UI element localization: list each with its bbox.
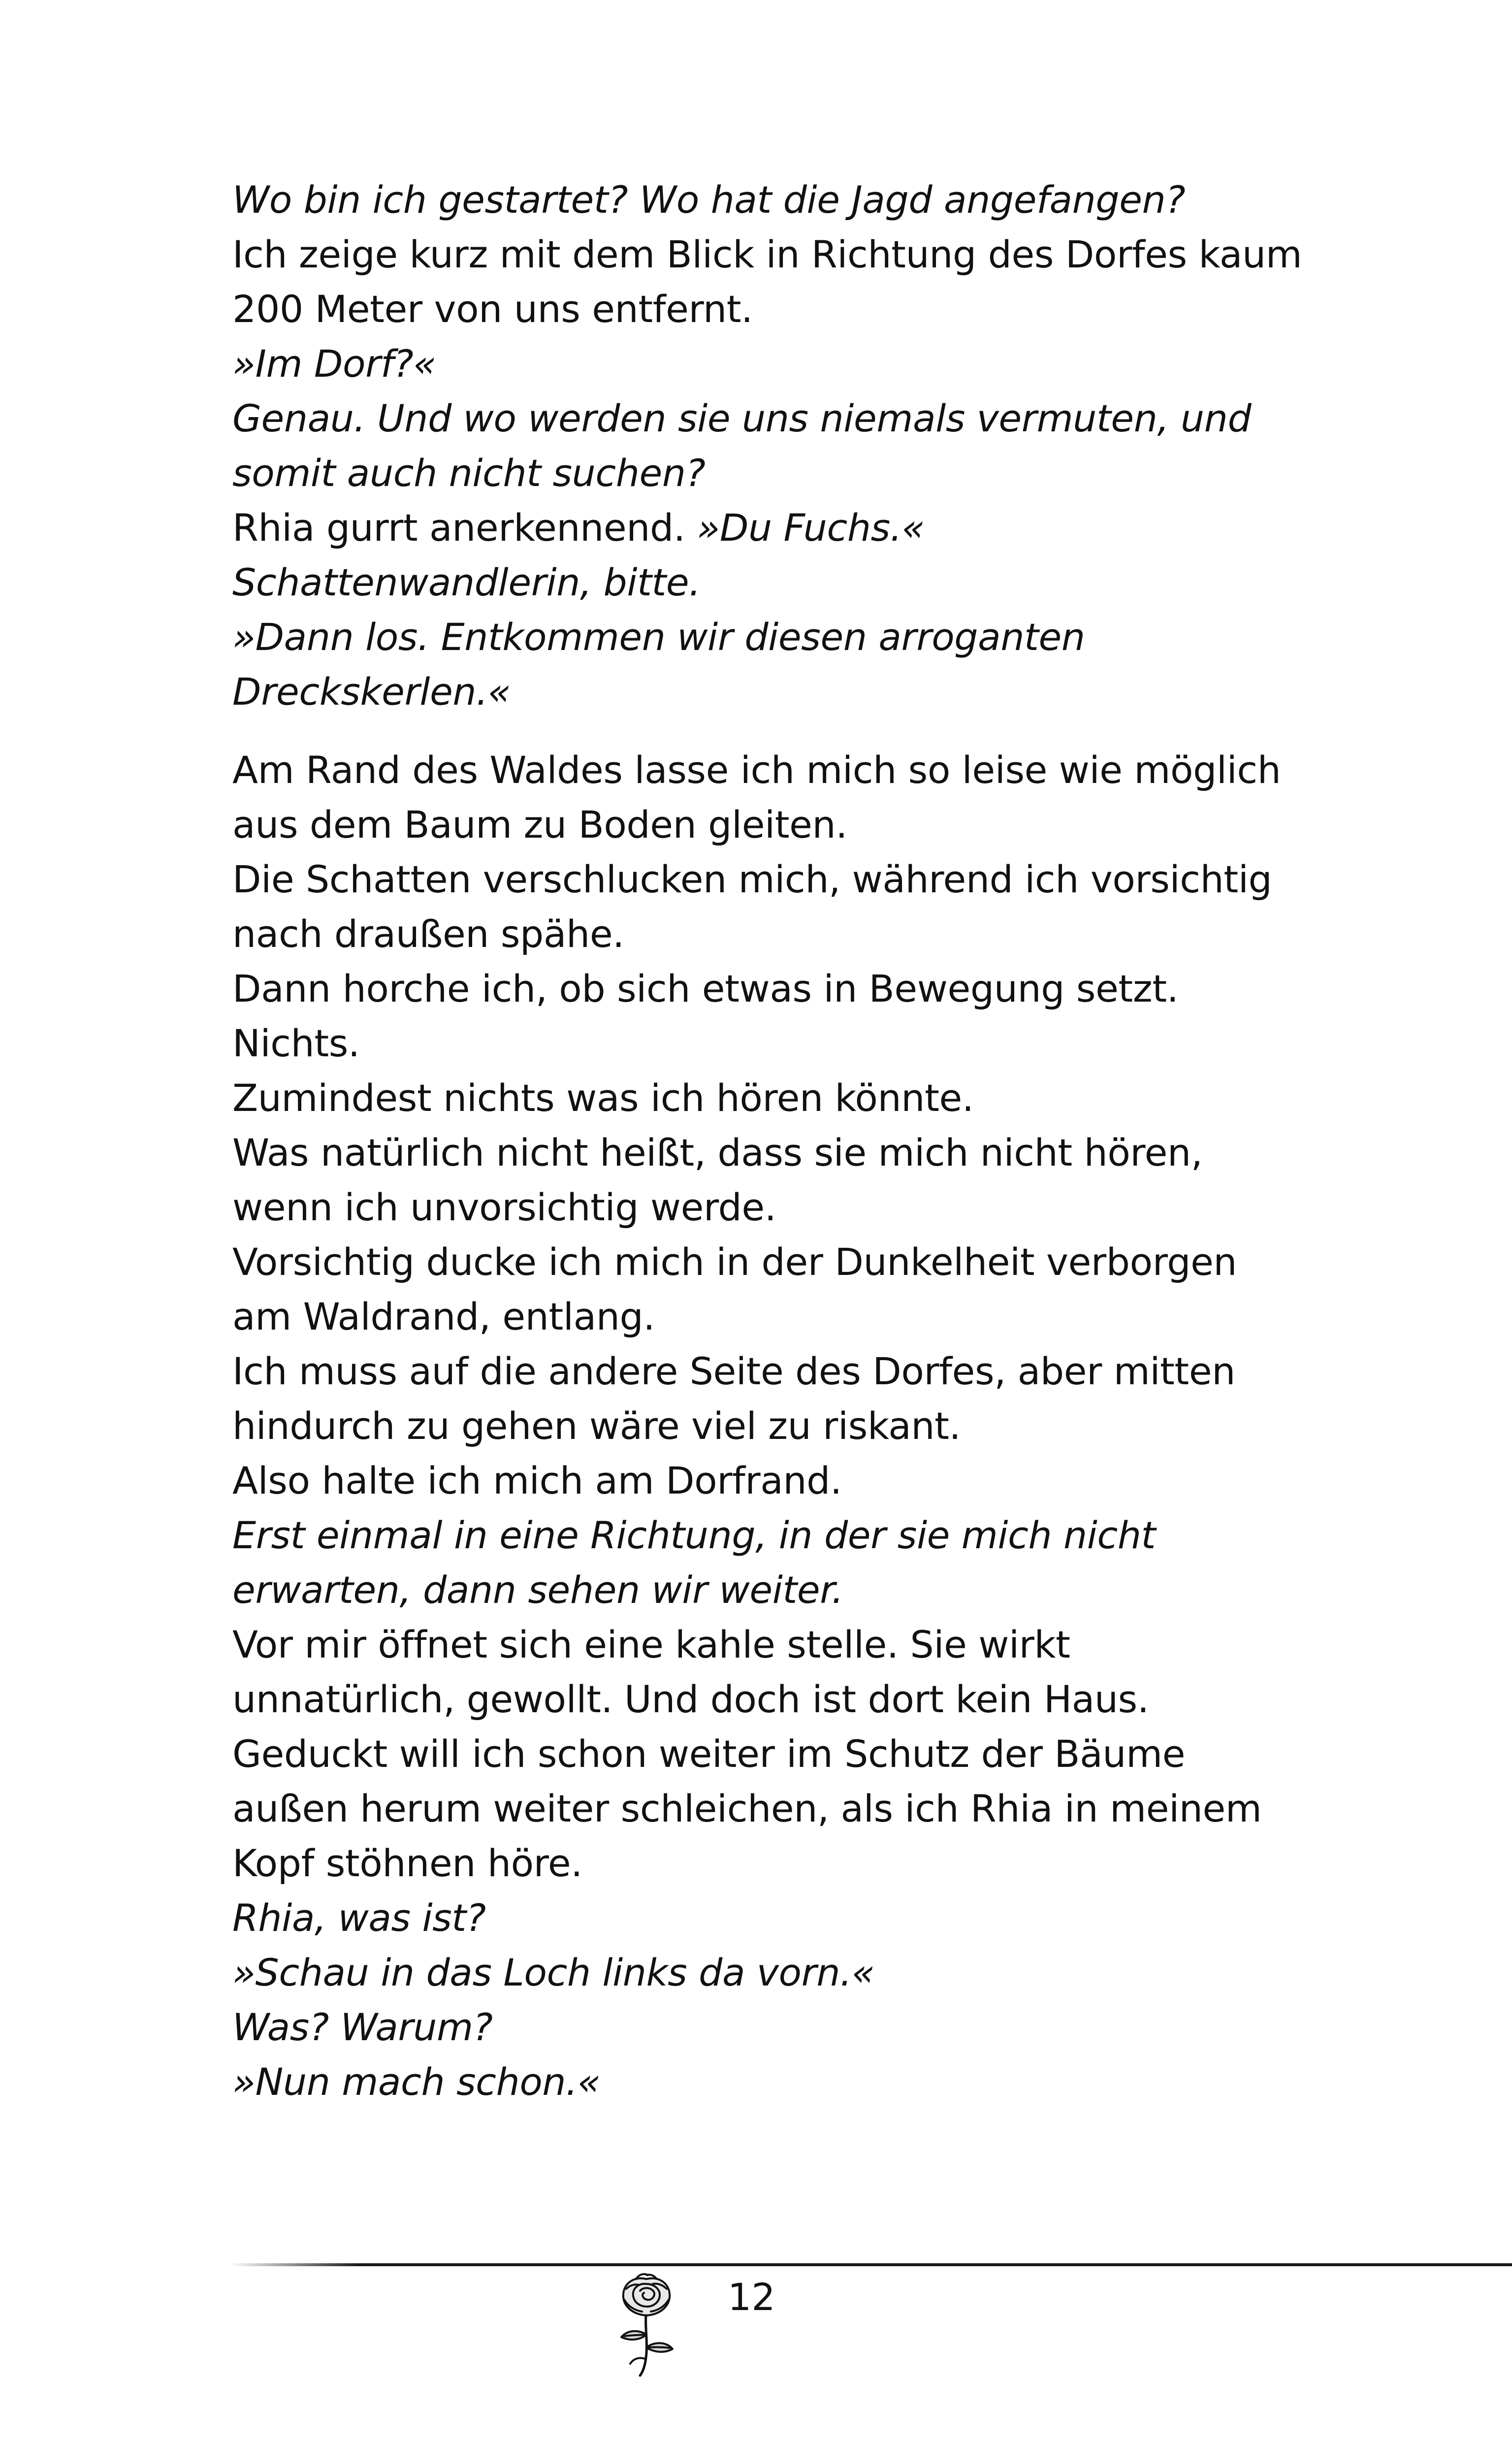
text-line: Zumindest nichts was ich hören könnte.: [232, 1076, 974, 1120]
text-line: Dreckskerlen.«: [232, 670, 511, 714]
text-line: Am Rand des Waldes lasse ich mich so leise wie möglich: [232, 748, 1281, 792]
page-number: 12: [728, 2275, 775, 2319]
footer-divider-fade: [230, 2263, 358, 2266]
text-line: erwarten, dann sehen wir weiter.: [232, 1568, 843, 1612]
text-segment-italic: »Du Fuchs.«: [697, 506, 925, 550]
text-line: Ich zeige kurz mit dem Blick in Richtung des Dorfes kaum: [232, 232, 1302, 276]
text-line: »Im Dorf?«: [232, 342, 436, 386]
text-line: am Waldrand, entlang.: [232, 1295, 655, 1338]
text-line: Rhia, was ist?: [232, 1896, 486, 1940]
text-line: Dann horche ich, ob sich etwas in Bewegung setzt.: [232, 967, 1179, 1010]
text-line: »Dann los. Entkommen wir diesen arroganten: [232, 615, 1085, 659]
text-line: Schattenwandlerin, bitte.: [232, 560, 701, 604]
text-line: außen herum weiter schleichen, als ich Rhia in meinem: [232, 1787, 1262, 1830]
text-line: »Schau in das Loch links da vorn.«: [232, 1951, 875, 1994]
footer-divider: [230, 2263, 1512, 2266]
page-body-text: [232, 172, 1316, 2109]
text-line: hindurch zu gehen wäre viel zu riskant.: [232, 1404, 961, 1448]
text-line: »Nun mach schon.«: [232, 2060, 601, 2104]
text-line: Also halte ich mich am Dorfrand.: [232, 1459, 842, 1502]
text-line: Kopf stöhnen höre.: [232, 1841, 582, 1885]
text-line: Genau. Und wo werden sie uns niemals vermuten, und: [232, 396, 1252, 440]
text-line: Ich muss auf die andere Seite des Dorfes, aber mitten: [232, 1349, 1235, 1393]
text-segment: Rhia gurrt anerkennend.: [232, 506, 697, 550]
text-line: 200 Meter von uns entfernt.: [232, 287, 753, 331]
text-line: somit auch nicht suchen?: [232, 451, 706, 495]
text-line-mixed: [232, 500, 1316, 555]
text-line: nach draußen spähe.: [232, 912, 624, 956]
text-line: Erst einmal in eine Richtung, in der sie mich nicht: [232, 1513, 1156, 1557]
text-line: Was natürlich nicht heißt, dass sie mich nicht hören,: [232, 1131, 1203, 1174]
text-line: unnatürlich, gewollt. Und doch ist dort kein Haus.: [232, 1677, 1149, 1721]
text-line: Nichts.: [232, 1021, 360, 1065]
text-line: Wo bin ich gestartet? Wo hat die Jagd angefangen?: [232, 178, 1186, 222]
text-line: Vor mir öffnet sich eine kahle stelle. Sie wirkt: [232, 1623, 1070, 1666]
text-line: aus dem Baum zu Boden gleiten.: [232, 803, 848, 847]
text-line: Was? Warum?: [232, 2005, 493, 2049]
paragraph-gap: [232, 719, 1316, 743]
text-line: Vorsichtig ducke ich mich in der Dunkelheit verborgen: [232, 1240, 1237, 1284]
text-line: Geduckt will ich schon weiter im Schutz der Bäume: [232, 1732, 1186, 1776]
text-line: Die Schatten verschlucken mich, während ich vorsichtig: [232, 857, 1272, 901]
text-line: wenn ich unvorsichtig werde.: [232, 1185, 776, 1229]
rose-icon: [605, 2269, 688, 2378]
